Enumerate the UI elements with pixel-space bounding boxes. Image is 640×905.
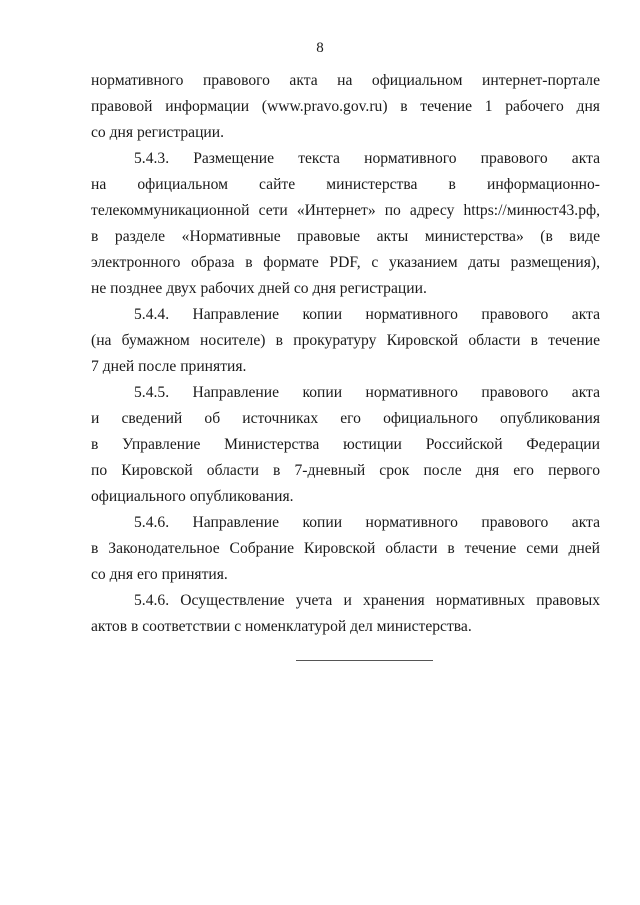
text-line: (на бумажном носителе) в прокуратуру Кировской области в течение xyxy=(91,332,600,349)
closing-rule xyxy=(296,660,433,661)
text-line: 5.4.3. Размещение текста нормативного правового акта xyxy=(134,150,600,167)
paragraph-item-5-4-4 xyxy=(91,302,600,380)
paragraph-continuation xyxy=(91,68,600,146)
text-line: по Кировской области в 7-дневный срок после дня его первого xyxy=(91,462,600,479)
text-line: в Управление Министерства юстиции Российской Федерации xyxy=(91,436,600,453)
paragraph-item-5-4-5 xyxy=(91,380,600,510)
paragraph-item-5-4-6-b xyxy=(91,588,600,640)
text-line: в разделе «Нормативные правовые акты министерства» (в виде xyxy=(91,228,600,245)
text-line: актов в соответствии с номенклатурой дел министерства. xyxy=(91,618,472,635)
text-line: телекоммуникационной сети «Интернет» по адресу https://минюст43.рф, xyxy=(91,202,600,219)
paragraph-item-5-4-3 xyxy=(91,146,600,302)
text-line: со дня его принятия. xyxy=(91,566,228,583)
text-line: 5.4.5. Направление копии нормативного правового акта xyxy=(134,384,600,401)
text-line: 5.4.6. Направление копии нормативного правового акта xyxy=(134,514,600,531)
text-line: электронного образа в формате PDF, с указанием даты размещения), xyxy=(91,254,600,271)
text-line: 7 дней после принятия. xyxy=(91,358,247,375)
page-number: 8 xyxy=(316,40,324,56)
text-line: правовой информации (www.pravo.gov.ru) в течение 1 рабочего дня xyxy=(91,98,600,115)
document-body xyxy=(91,68,600,640)
text-line: 5.4.6. Осуществление учета и хранения нормативных правовых xyxy=(134,592,600,609)
text-line: и сведений об источниках его официального опубликования xyxy=(91,410,600,427)
text-line: нормативного правового акта на официальном интернет-портале xyxy=(91,72,600,89)
text-line: со дня регистрации. xyxy=(91,124,225,141)
text-line: официального опубликования. xyxy=(91,488,294,505)
text-line: не позднее двух рабочих дней со дня регистрации. xyxy=(91,280,427,297)
paragraph-item-5-4-6-a xyxy=(91,510,600,588)
text-line: на официальном сайте министерства в информационно- xyxy=(91,176,600,193)
text-line: в Законодательное Собрание Кировской области в течение семи дней xyxy=(91,540,600,557)
text-line: 5.4.4. Направление копии нормативного правового акта xyxy=(134,306,600,323)
